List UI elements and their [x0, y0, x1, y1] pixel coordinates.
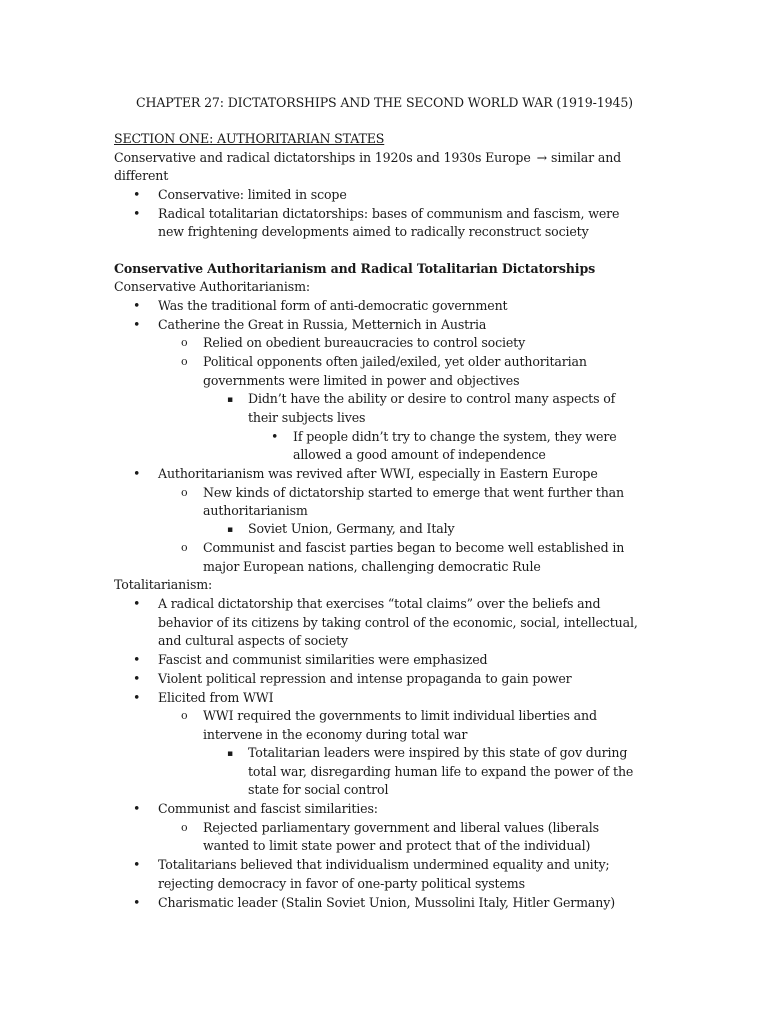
list-item: Fascist and communist similarities were emphasized: [158, 652, 488, 667]
page-title: CHAPTER 27: DICTATORSHIPS AND THE SECOND WORLD WAR (1919-1945): [136, 95, 633, 110]
right-arrow-icon: →: [536, 150, 548, 165]
list-item-continued: total war, disregarding human life to expand the power of the: [248, 764, 634, 779]
section-heading: SECTION ONE: AUTHORITARIAN STATES: [114, 131, 385, 146]
list-item: WWI required the governments to limit individual liberties and: [203, 708, 597, 723]
intro-line-2: different: [114, 168, 169, 183]
list-item-continued: governments were limited in power and objectives: [203, 373, 520, 388]
circle-bullet-marker: o: [181, 821, 188, 834]
bullet-marker: •: [133, 206, 141, 221]
bullet-marker: •: [133, 671, 141, 686]
list-item-continued: behavior of its citizens by taking control of the economic, social, intellectual,: [158, 615, 638, 630]
list-item-continued: authoritarianism: [203, 503, 308, 518]
list-item: Elicited from WWI: [158, 690, 274, 705]
list-item: Conservative: limited in scope: [158, 187, 347, 202]
list-item: Authoritarianism was revived after WWI, especially in Eastern Europe: [158, 466, 598, 481]
circle-bullet-marker: o: [181, 336, 188, 349]
intro-text: Conservative and radical dictatorships in 1920s and 1930s Europe: [114, 150, 531, 165]
circle-bullet-marker: o: [181, 709, 188, 722]
list-item-continued: their subjects lives: [248, 410, 366, 425]
bullet-marker: •: [133, 801, 141, 816]
list-item: Totalitarian leaders were inspired by this state of gov during: [248, 745, 628, 760]
list-item: If people didn’t try to change the system, they were: [293, 429, 617, 444]
list-item: A radical dictatorship that exercises “total claims” over the beliefs and: [158, 596, 601, 611]
list-item-continued: allowed a good amount of independence: [293, 447, 546, 462]
list-item-continued: rejecting democracy in favor of one-party political systems: [158, 876, 525, 891]
square-bullet-marker: ▪: [227, 525, 234, 535]
list-item-continued: new frightening developments aimed to radically reconstruct society: [158, 224, 589, 239]
totalitarian-label: Totalitarianism:: [114, 577, 213, 592]
bullet-marker: •: [271, 429, 279, 444]
list-item: New kinds of dictatorship started to emerge that went further than: [203, 485, 624, 500]
intro-line-1: [114, 149, 621, 168]
bullet-marker: •: [133, 895, 141, 910]
list-item: Communist and fascist parties began to become well established in: [203, 540, 625, 555]
bullet-marker: •: [133, 466, 141, 481]
bullet-marker: •: [133, 857, 141, 872]
list-item: Didn’t have the ability or desire to control many aspects of: [248, 391, 616, 406]
bullet-marker: •: [133, 298, 141, 313]
list-item: Totalitarians believed that individualism undermined equality and unity;: [158, 857, 610, 872]
bullet-marker: •: [133, 317, 141, 332]
intro-text-continued: similar and: [551, 150, 622, 165]
list-item: Was the traditional form of anti-democratic government: [158, 298, 508, 313]
bullet-marker: •: [133, 187, 141, 202]
list-item-continued: and cultural aspects of society: [158, 633, 349, 648]
list-item: Relied on obedient bureaucracies to control society: [203, 335, 526, 350]
square-bullet-marker: ▪: [227, 749, 234, 759]
list-item: Rejected parliamentary government and liberal values (liberals: [203, 820, 599, 835]
square-bullet-marker: ▪: [227, 395, 234, 405]
list-item: Soviet Union, Germany, and Italy: [248, 521, 455, 536]
list-item: Charismatic leader (Stalin Soviet Union, Mussolini Italy, Hitler Germany): [158, 895, 615, 910]
circle-bullet-marker: o: [181, 355, 188, 368]
conservative-label: Conservative Authoritarianism:: [114, 279, 310, 294]
list-item-continued: intervene in the economy during total war: [203, 727, 468, 742]
list-item: Radical totalitarian dictatorships: bases of communism and fascism, were: [158, 206, 620, 221]
circle-bullet-marker: o: [181, 486, 188, 499]
bullet-marker: •: [133, 690, 141, 705]
bullet-marker: •: [133, 596, 141, 611]
list-item-continued: wanted to limit state power and protect that of the individual): [203, 838, 591, 853]
list-item-continued: state for social control: [248, 782, 389, 797]
list-item-continued: major European nations, challenging democratic Rule: [203, 559, 541, 574]
list-item: Political opponents often jailed/exiled, yet older authoritarian: [203, 354, 587, 369]
list-item: Communist and fascist similarities:: [158, 801, 378, 816]
circle-bullet-marker: o: [181, 541, 188, 554]
bullet-marker: •: [133, 652, 141, 667]
subheading: Conservative Authoritarianism and Radical Totalitarian Dictatorships: [114, 261, 596, 276]
list-item: Violent political repression and intense propaganda to gain power: [158, 671, 572, 686]
list-item: Catherine the Great in Russia, Metternich in Austria: [158, 317, 487, 332]
